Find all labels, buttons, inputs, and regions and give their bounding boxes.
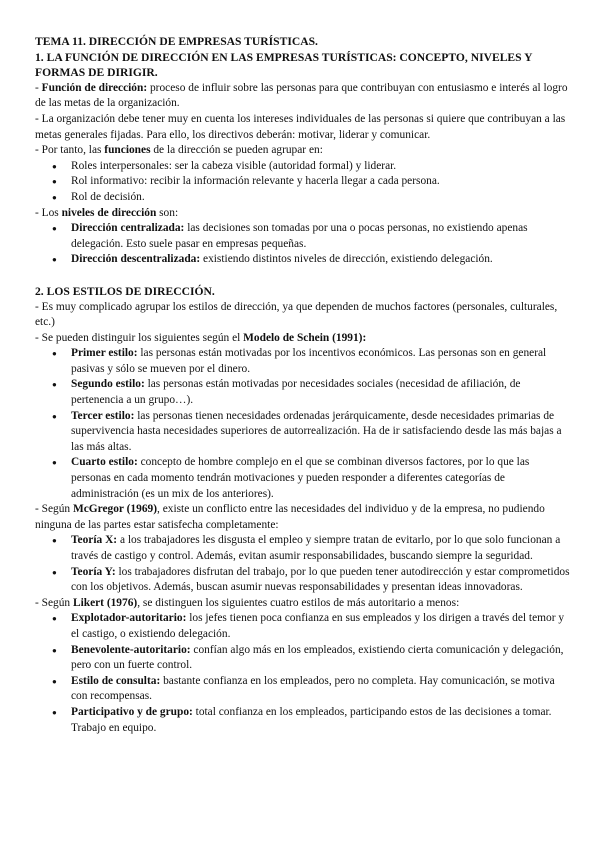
item-term: Participativo y de grupo: [71, 705, 193, 718]
item-term: Teoría X: [71, 534, 118, 547]
levels-intro [35, 206, 570, 222]
item-text: a los trabajadores les disgusta el empleo y siempre tratan de evitarlo, por lo que solo funcionan a través de castigo y control. Además, evitan asumir responsabilidades, buscando siempre la seguridad. [71, 534, 561, 562]
list-item [71, 221, 570, 252]
item-text: las personas están motivadas por necesidades sociales (necesidad de afiliación, de pertenencia a un grupo…). [71, 378, 521, 407]
list-item [71, 611, 570, 642]
levels-list [35, 221, 570, 268]
item-text: total confianza en los empleados, participando estos de las decisiones a tomar. Trabajo en equipo. [71, 705, 552, 734]
mcgregor-intro-c: , existe un conflicto entre las necesidades del individuo y de la empresa, no pudiendo ninguna de las partes estar satisfecha completamente: [35, 503, 545, 531]
list-item: ● Rol de decisión. [71, 190, 570, 206]
section-gap [35, 268, 570, 284]
organization-paragraph: - La organización debe tener muy en cuenta los intereses individuales de las personas si quiere que contribuyan a las metas generales fijadas. Para ello, los directivos deberán: motivar, liderar y comunicar. [35, 112, 566, 141]
item-term: Teoría Y: [71, 565, 116, 578]
item-term: Tercer estilo: [71, 409, 135, 422]
likert-intro-a: - Según [35, 596, 73, 609]
schein-model-term: Modelo de Schein (1991): [243, 331, 367, 344]
mcgregor-term: McGregor (1969) [72, 503, 157, 516]
list-item [71, 705, 570, 736]
list-item [71, 533, 570, 564]
likert-styles-list [35, 611, 570, 736]
item-text: las decisiones son tomadas por una o pocas personas, no existiendo apenas delegación. Esto suele pasar en empresas pequeñas. [71, 222, 528, 250]
mcgregor-intro-a: - Según [35, 503, 73, 516]
item-term: Dirección descentralizada: [71, 253, 201, 266]
item-text: concepto de hombre complejo en el que se combinan diversos factores, por lo que las personas en cada momento tendrán motivaciones y pueden responder a diferentes categorías de administración (es un mix de los anteriores). [71, 456, 530, 500]
list-item [71, 346, 570, 377]
item-text: confían algo más en los empleados, existiendo cierta comunicación y delegación, pero con un fuerte control. [71, 643, 564, 672]
item-term: Estilo de consulta: [71, 674, 161, 687]
item-text: existiendo distintos niveles de dirección, existiendo delegación. [200, 253, 493, 266]
section1-heading: 1. LA FUNCIÓN DE DIRECCIÓN EN LAS EMPRESAS TURÍSTICAS: CONCEPTO, NIVELES Y FORMAS DE DIRIGIR. [35, 50, 533, 80]
functions-intro-term: funciones [104, 144, 151, 157]
levels-intro-c: son: [156, 206, 179, 219]
item-term: Explotador-autoritario: [71, 612, 187, 625]
item-text: bastante confianza en los empleados, pero no completa. Hay comunicación, se motiva con recompensas. [71, 674, 555, 703]
item-text: los jefes tienen poca confianza en sus empleados y los dirigen a través del temor y el castigo, o existiendo delegación. [71, 612, 565, 640]
item-text: los trabajadores disfrutan del trabajo, por lo que pueden tener autodirección y estar comprometidos con los objetivos. Además, buscan asumir nuevas responsabilidades y presentan ideas innovadoras. [71, 565, 570, 594]
item-text: las personas están motivadas por los incentivos económicos. Las personas son en general pasivas y sólo se mueven por el dinero. [71, 347, 547, 375]
direction-definition: - Función de dirección: proceso de influir sobre las personas para que contribuyan con entusiasmo e interés al logro de las metas de la organización. [35, 81, 568, 110]
item-text: las personas tienen necesidades ordenadas jerárquicamente, desde necesidades primarias de supervivencia hasta necesidades superiores de autorrealización. Ha de ir satisfaciendo desde las más bajas a las más altas. [71, 409, 562, 453]
document-title: TEMA 11. DIRECCIÓN DE EMPRESAS TURÍSTICAS. [35, 35, 318, 48]
schein-styles-list [35, 346, 570, 502]
levels-intro-a: - Los [35, 206, 62, 219]
list-item [71, 674, 570, 705]
functions-intro [35, 143, 570, 159]
item-term: Cuarto estilo: [71, 456, 138, 469]
list-item [71, 565, 570, 596]
likert-intro [35, 596, 570, 612]
section2-heading: 2. LOS ESTILOS DE DIRECCIÓN. [35, 284, 215, 298]
item-term: Benevolente-autoritario: [71, 643, 191, 656]
schein-intro [35, 331, 570, 347]
mcgregor-intro [35, 502, 570, 533]
likert-term: Likert (1976) [72, 596, 138, 609]
list-item [71, 643, 570, 674]
functions-intro-c: de la dirección se pueden agrupar en: [150, 144, 323, 157]
list-item: ● Roles interpersonales: ser la cabeza visible (autoridad formal) y liderar. [71, 159, 570, 175]
list-item [71, 252, 570, 268]
styles-intro: - Es muy complicado agrupar los estilos de dirección, ya que dependen de muchos factores (personales, culturales, etc.) [35, 300, 558, 329]
likert-intro-c: , se distinguen los siguientes cuatro estilos de más autoritario a menos: [137, 596, 460, 609]
definition-term: Función de dirección: [41, 81, 148, 94]
levels-intro-term: niveles de dirección [61, 206, 157, 219]
schein-intro-a: - Se pueden distinguir los siguientes según el [35, 331, 244, 344]
list-item [71, 377, 570, 408]
item-term: Primer estilo: [71, 347, 138, 360]
definition-text: proceso de influir sobre las personas para que contribuyan con entusiasmo e interés al logro de las metas de la organización. [35, 81, 568, 110]
functions-list [35, 159, 570, 206]
theories-list [35, 533, 570, 595]
item-term: Dirección centralizada: [71, 222, 185, 235]
functions-intro-a: - Por tanto, las [35, 144, 105, 157]
list-item: ● Rol informativo: recibir la información relevante y hacerla llegar a cada persona. [71, 174, 570, 190]
list-item [71, 409, 570, 456]
item-term: Segundo estilo: [71, 378, 145, 391]
list-item [71, 455, 570, 502]
